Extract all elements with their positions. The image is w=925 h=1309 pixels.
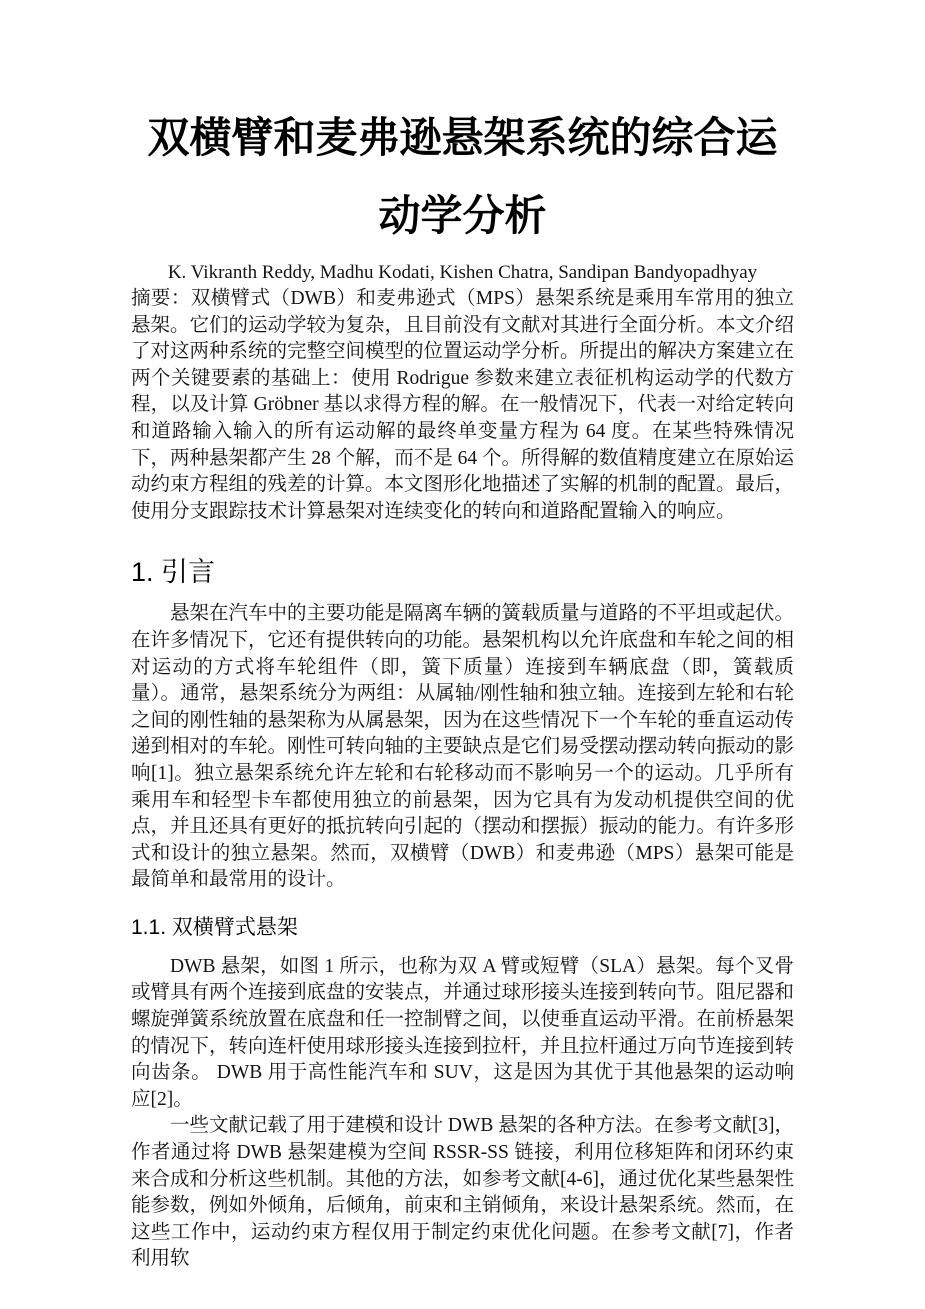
introduction-paragraph: 悬架在汽车中的主要功能是隔离车辆的簧载质量与道路的不平坦或起伏。在许多情况下，它还有提供转向的功能。悬架机构以允许底盘和车轮之间的相对运动的方式将车轮组件（即，簧下质量）连接到车辆底盘（即，簧载质量）。通常，悬架系统分为两组：从属轴/刚性轴和独立轴。连接到左轮和右轮之间的刚性轴的悬架称为从属悬架，因为在这些情况下一个车轮的垂直运动传递到相对的车轮。刚性可转向轴的主要缺点是它们易受摆动摆动转向振动的影响[1]。独立悬架系统允许左轮和右轮移动而不影响另一个的运动。几乎所有乘用车和轻型卡车都使用独立的前悬架，因为它具有为发动机提供空间的优点，并且还具有更好的抵抗转向引起的（摆动和摆振）振动的能力。有许多形式和设计的独立悬架。然而，双横臂（DWB）和麦弗逊（MPS）悬架可能是最简单和最常用的设计。 — [131, 603, 795, 891]
section-heading-introduction: 1. 引言 — [131, 557, 216, 588]
section-heading-double-wishbone: 1.1. 双横臂式悬架 — [131, 915, 298, 939]
abstract-paragraph: 摘要：双横臂式（DWB）和麦弗逊式（MPS）悬架系统是乘用车常用的独立悬架。它们的运动学较为复杂，且目前没有文献对其进行全面分析。本文介绍了对这两种系统的完整空间模型的位置运动学分析。所提出的解决方案建立在两个关键要素的基础上：使用 Rodrigue 参数来建立表征机构运动学的代数方程，以及计算 Gröbner 基以求得方程的解。在一般情况下，代表一对给定转向和道路输入输入的所有运动解的最终单变量方程为 64 度。在某些特殊情况下，两种悬架都产生 28 个解，而不是 64 个。所得解的数值精度建立在原始运动约束方程组的残差的计算。本文图形化地描述了实解的机制的配置。最后，使用分支跟踪技术计算悬架对连续变化的转向和道路配置输入的响应。 — [131, 288, 795, 522]
double-wishbone-paragraph-2: 一些文献记载了用于建模和设计 DWB 悬架的各种方法。在参考文献[3]，作者通过将 DWB 悬架建模为空间 RSSR-SS 链接，利用位移矩阵和闭环约束来合成和分析这些机制。其他的方法，如参考文献[4-6]，通过优化某些悬架性能参数，例如外倾角，后倾角，前束和主销倾角，来设计悬架系统。然而，在这些工作中，运动约束方程仅用于制定约束优化问题。在参考文献[7]，作者利用软 — [131, 1115, 795, 1270]
document-title: 双横臂和麦弗逊悬架系统的综合运动学分析 — [147, 116, 778, 240]
double-wishbone-paragraph-1: DWB 悬架，如图 1 所示，也称为双 A 臂或短臂（SLA）悬架。每个叉骨或臂具有两个连接到底盘的安装点，并通过球形接头连接到转向节。阻尼器和螺旋弹簧系统放置在底盘和任一控制臂之间，以使垂直运动平滑。在前桥悬架的情况下，转向连杆使用球形接头连接到拉杆，并且拉杆通过万向节连接到转向齿条。 DWB 用于高性能汽车和 SUV，这是因为其优于其他悬架的运动响应[2]。 — [131, 955, 795, 1110]
authors-line: K. Vikranth Reddy, Madhu Kodati, Kishen Chatra, Sandipan Bandyopadhyay — [167, 262, 758, 283]
